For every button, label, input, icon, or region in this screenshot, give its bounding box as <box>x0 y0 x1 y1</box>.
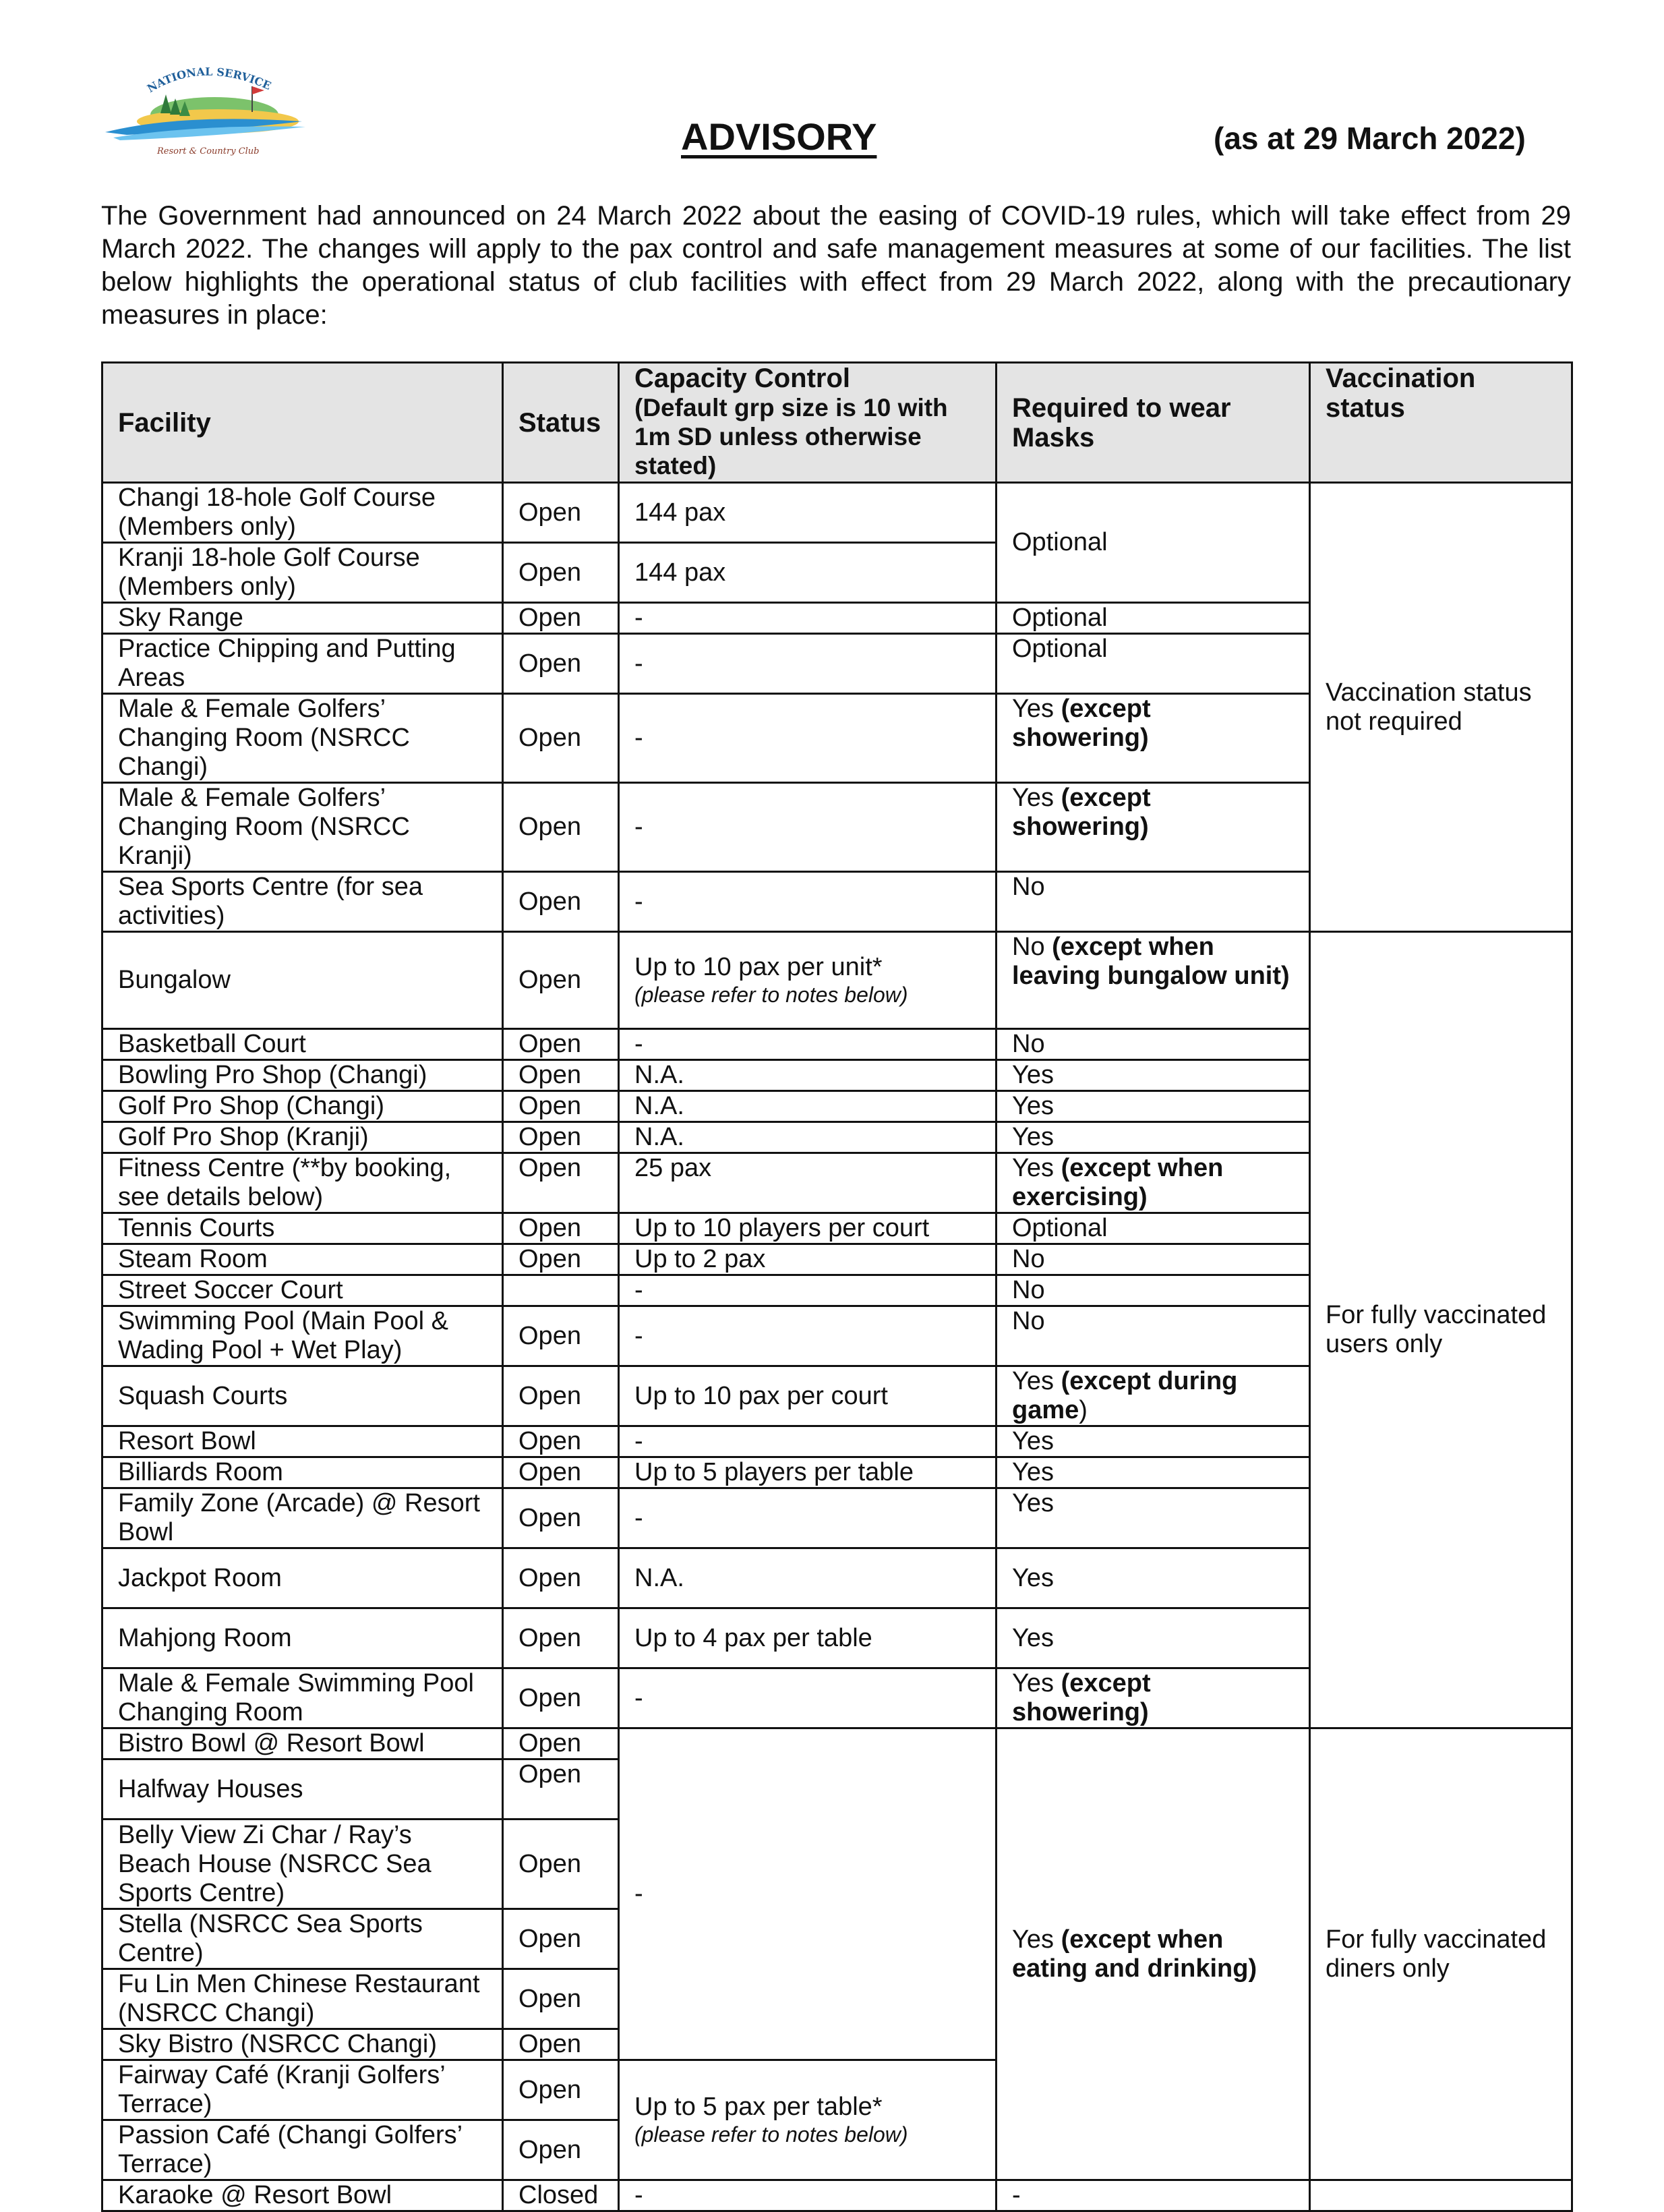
masks-cell: Yes <box>997 1608 1310 1668</box>
capacity-cell: - <box>619 783 997 872</box>
facility-cell: Fu Lin Men Chinese Restaurant (NSRCC Changi) <box>102 1969 503 2029</box>
capacity-cell: - <box>619 1275 997 1306</box>
header-facility: Facility <box>102 363 503 483</box>
facility-cell: Jackpot Room <box>102 1548 503 1608</box>
masks-exception: (except showering) <box>1012 1669 1151 1726</box>
page-title: ADVISORY <box>681 115 877 158</box>
status-cell: Open <box>503 1244 619 1275</box>
capacity-cell: 25 pax <box>619 1153 997 1213</box>
capacity-cell: - <box>619 1029 997 1060</box>
status-cell: Open <box>503 1548 619 1608</box>
masks-cell: Optional <box>997 483 1310 603</box>
facility-cell: Squash Courts <box>102 1366 503 1426</box>
facility-cell: Steam Room <box>102 1244 503 1275</box>
masks-cell: Yes <box>997 1060 1310 1091</box>
masks-cell: Yes <box>997 1457 1310 1488</box>
masks-cell: Yes <box>997 1488 1310 1548</box>
facility-cell: Male & Female Swimming Pool Changing Room <box>102 1668 503 1728</box>
masks-cell <box>997 694 1310 783</box>
capacity-cell: N.A. <box>619 1122 997 1153</box>
facility-cell: Male & Female Golfers’ Changing Room (NSRCC Changi) <box>102 694 503 783</box>
facility-cell: Kranji 18-hole Golf Course (Members only) <box>102 543 503 603</box>
status-cell: Open <box>503 1728 619 1759</box>
facility-cell: Sky Range <box>102 603 503 634</box>
facility-cell: Golf Pro Shop (Kranji) <box>102 1122 503 1153</box>
status-cell: Open <box>503 872 619 932</box>
logo-text-bottom: Resort & Country Club <box>157 146 260 156</box>
facility-cell: Halfway Houses <box>102 1759 503 1820</box>
capacity-cell: Up to 10 players per court <box>619 1213 997 1244</box>
table-header-row <box>102 363 1572 483</box>
status-cell: Open <box>503 1969 619 2029</box>
masks-cell: No <box>997 1029 1310 1060</box>
facility-cell: Billiards Room <box>102 1457 503 1488</box>
capacity-cell: Up to 5 players per table <box>619 1457 997 1488</box>
status-cell: Open <box>503 1029 619 1060</box>
status-cell <box>503 1275 619 1306</box>
vaccination-cell: Vaccination status not required <box>1310 483 1572 932</box>
status-cell: Open <box>503 1366 619 1426</box>
masks-tail: ) <box>1079 1396 1088 1424</box>
masks-exception: (except showering) <box>1012 695 1151 752</box>
club-logo-icon <box>100 59 316 161</box>
masks-cell: No <box>997 1306 1310 1366</box>
facility-cell: Karaoke @ Resort Bowl <box>102 2180 503 2211</box>
capacity-cell: N.A. <box>619 1060 997 1091</box>
facility-cell: Bowling Pro Shop (Changi) <box>102 1060 503 1091</box>
status-cell: Open <box>503 1608 619 1668</box>
status-cell: Open <box>503 1759 619 1820</box>
facility-cell: Golf Pro Shop (Changi) <box>102 1091 503 1122</box>
capacity-cell: Up to 2 pax <box>619 1244 997 1275</box>
facility-cell: Changi 18-hole Golf Course (Members only) <box>102 483 503 543</box>
masks-cell: Yes <box>997 1091 1310 1122</box>
masks-exception: (except showering) <box>1012 784 1151 841</box>
intro-paragraph: The Government had announced on 24 March 2022 about the easing of COVID-19 rules, which will take effect from 29 March 2022. The changes will apply to the pax control and safe management measures at some of our facilities. The list below highlights the operational status of club facilities with effect from 29 March 2022, along with the precautionary measures in place: <box>101 201 1571 330</box>
capacity-value: Up to 10 pax per unit* <box>634 953 883 981</box>
masks-cell: - <box>997 2180 1310 2211</box>
capacity-cell: Up to 4 pax per table <box>619 1608 997 1668</box>
facility-cell: Swimming Pool (Main Pool & Wading Pool + Wet Play) <box>102 1306 503 1366</box>
capacity-cell: - <box>619 603 997 634</box>
masks-cell: Optional <box>997 603 1310 634</box>
facility-cell: Practice Chipping and Putting Areas <box>102 634 503 694</box>
status-cell: Open <box>503 932 619 1029</box>
capacity-cell: - <box>619 1668 997 1728</box>
facility-cell: Mahjong Room <box>102 1608 503 1668</box>
capacity-cell: N.A. <box>619 1548 997 1608</box>
facility-cell: Basketball Court <box>102 1029 503 1060</box>
club-logo <box>100 59 316 161</box>
facility-cell: Street Soccer Court <box>102 1275 503 1306</box>
masks-exception: (except when eating and drinking) <box>1012 1925 1257 1983</box>
capacity-value: Up to 5 pax per table* <box>634 2093 883 2121</box>
status-cell: Open <box>503 634 619 694</box>
capacity-cell <box>619 932 997 1029</box>
masks-cell: Yes <box>997 1122 1310 1153</box>
header-capacity <box>619 363 997 483</box>
vaccination-cell <box>1310 2180 1572 2211</box>
capacity-cell: - <box>619 1728 997 2060</box>
facility-cell: Belly View Zi Char / Ray’s Beach House (NSRCC Sea Sports Centre) <box>102 1820 503 1909</box>
masks-exception: (except during game <box>1012 1367 1238 1424</box>
masks-cell <box>997 1366 1310 1426</box>
status-cell: Open <box>503 2120 619 2180</box>
header-vaccination: Vaccination status <box>1310 363 1572 483</box>
masks-value: Yes <box>1012 1154 1054 1182</box>
table-row <box>102 2180 1572 2211</box>
masks-cell: Optional <box>997 1213 1310 1244</box>
table-row <box>102 932 1572 1029</box>
facility-cell: Resort Bowl <box>102 1426 503 1457</box>
status-cell: Open <box>503 1909 619 1969</box>
masks-cell <box>997 1728 1310 2180</box>
facility-cell: Bistro Bowl @ Resort Bowl <box>102 1728 503 1759</box>
masks-cell: No <box>997 872 1310 932</box>
status-cell: Open <box>503 1153 619 1213</box>
capacity-note: (please refer to notes below) <box>634 983 908 1007</box>
vaccination-cell: For fully vaccinated diners only <box>1310 1728 1572 2180</box>
facility-cell: Bungalow <box>102 932 503 1029</box>
facility-status-table <box>101 361 1573 2212</box>
capacity-cell: - <box>619 1306 997 1366</box>
status-cell: Open <box>503 2060 619 2120</box>
logo-text-top: NATIONAL SERVICE <box>144 65 273 95</box>
table-row <box>102 1728 1572 1759</box>
status-cell: Open <box>503 1122 619 1153</box>
masks-value: Yes <box>1012 1925 1054 1954</box>
capacity-note: (please refer to notes below) <box>634 2122 908 2147</box>
status-cell: Open <box>503 1213 619 1244</box>
capacity-cell: - <box>619 2180 997 2211</box>
status-cell: Open <box>503 694 619 783</box>
status-cell: Open <box>503 783 619 872</box>
masks-exception: (except when leaving bungalow unit) <box>1012 933 1290 990</box>
status-cell: Open <box>503 1488 619 1548</box>
masks-value: No <box>1012 933 1045 961</box>
status-cell: Open <box>503 1457 619 1488</box>
masks-exception: (except when exercising) <box>1012 1154 1224 1211</box>
masks-cell: Optional <box>997 634 1310 694</box>
capacity-cell: - <box>619 1488 997 1548</box>
table-row <box>102 483 1572 543</box>
masks-cell <box>997 1153 1310 1213</box>
facility-cell: Sea Sports Centre (for sea activities) <box>102 872 503 932</box>
masks-value: Yes <box>1012 1367 1054 1395</box>
capacity-cell: - <box>619 1426 997 1457</box>
header-status: Status <box>503 363 619 483</box>
masks-value: Yes <box>1012 695 1054 723</box>
status-cell: Open <box>503 1091 619 1122</box>
status-cell: Open <box>503 1668 619 1728</box>
masks-value: Yes <box>1012 784 1054 812</box>
facility-cell: Fitness Centre (**by booking, see details below) <box>102 1153 503 1213</box>
capacity-cell: N.A. <box>619 1091 997 1122</box>
status-cell: Open <box>503 2029 619 2060</box>
facility-cell: Family Zone (Arcade) @ Resort Bowl <box>102 1488 503 1548</box>
header-capacity-title: Capacity Control <box>634 363 851 393</box>
status-cell: Closed <box>503 2180 619 2211</box>
status-cell: Open <box>503 603 619 634</box>
facility-cell: Sky Bistro (NSRCC Changi) <box>102 2029 503 2060</box>
capacity-cell <box>619 2060 997 2180</box>
facility-cell: Fairway Café (Kranji Golfers’ Terrace) <box>102 2060 503 2120</box>
capacity-cell: 144 pax <box>619 543 997 603</box>
masks-cell: No <box>997 1275 1310 1306</box>
capacity-cell: - <box>619 634 997 694</box>
facility-cell: Passion Café (Changi Golfers’ Terrace) <box>102 2120 503 2180</box>
capacity-cell: Up to 10 pax per court <box>619 1366 997 1426</box>
status-cell: Open <box>503 1306 619 1366</box>
facility-cell: Tennis Courts <box>102 1213 503 1244</box>
header-masks: Required to wear Masks <box>997 363 1310 483</box>
status-cell: Open <box>503 483 619 543</box>
status-cell: Open <box>503 1820 619 1909</box>
vaccination-cell: For fully vaccinated users only <box>1310 932 1572 1728</box>
status-cell: Open <box>503 1426 619 1457</box>
as-at-date: (as at 29 March 2022) <box>1214 121 1526 156</box>
capacity-cell: - <box>619 694 997 783</box>
facility-cell: Male & Female Golfers’ Changing Room (NSRCC Kranji) <box>102 783 503 872</box>
status-cell: Open <box>503 1060 619 1091</box>
capacity-cell: - <box>619 872 997 932</box>
header-capacity-sub: (Default grp size is 10 with 1m SD unless otherwise stated) <box>634 394 948 479</box>
facility-cell: Stella (NSRCC Sea Sports Centre) <box>102 1909 503 1969</box>
masks-cell <box>997 932 1310 1029</box>
masks-cell <box>997 783 1310 872</box>
masks-cell: No <box>997 1244 1310 1275</box>
masks-cell <box>997 1668 1310 1728</box>
capacity-cell: 144 pax <box>619 483 997 543</box>
masks-cell: Yes <box>997 1548 1310 1608</box>
masks-cell: Yes <box>997 1426 1310 1457</box>
masks-value: Yes <box>1012 1669 1054 1697</box>
status-cell: Open <box>503 543 619 603</box>
